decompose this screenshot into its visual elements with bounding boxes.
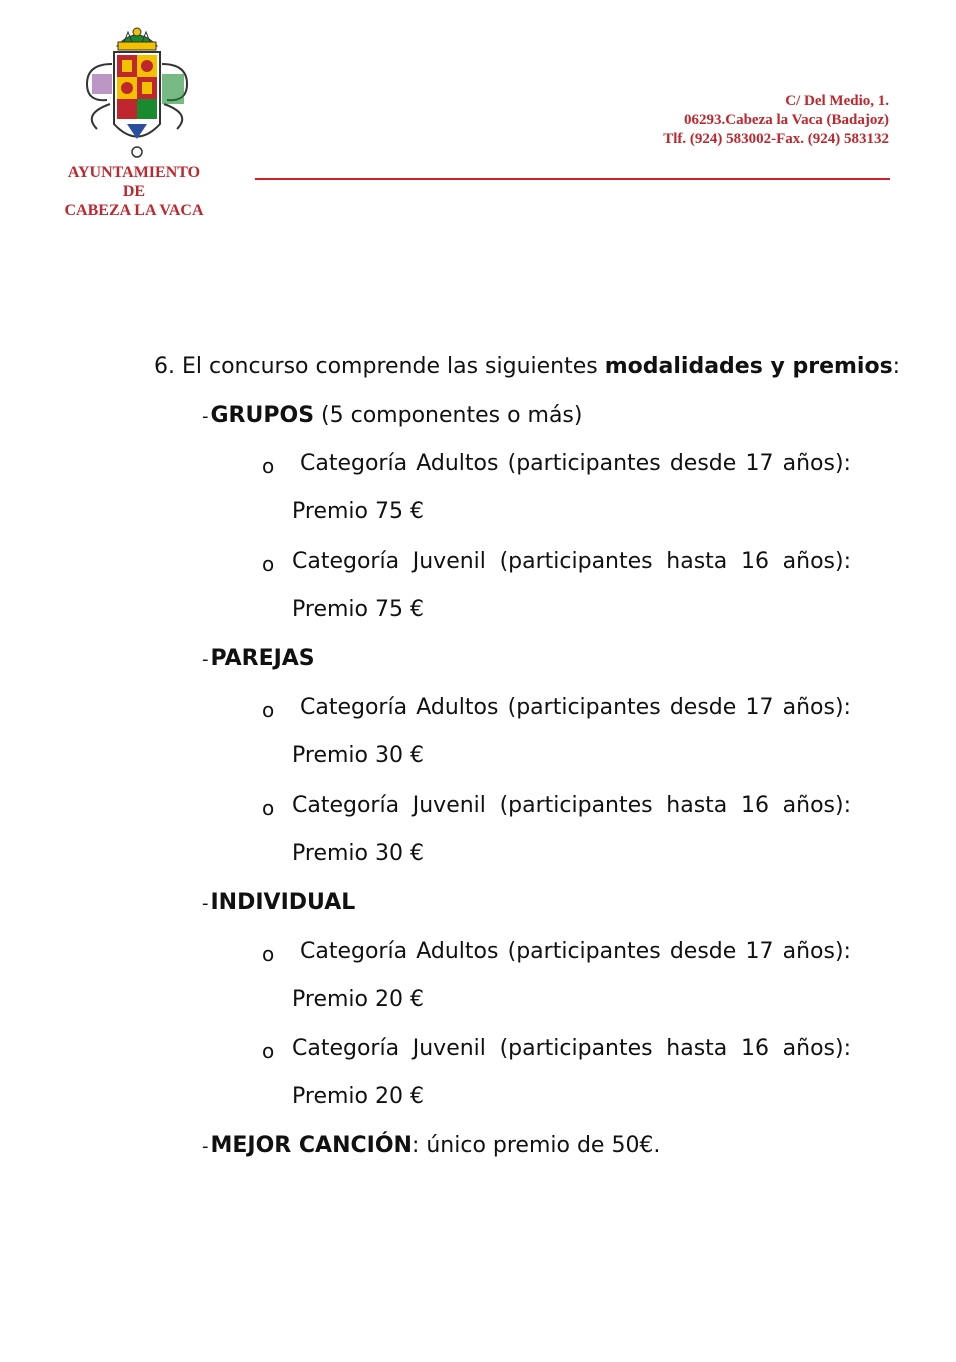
word: desde xyxy=(669,695,737,720)
dash: - xyxy=(202,893,209,914)
org-line: CABEZA LA VACA xyxy=(64,202,204,219)
individual-juvenil-line xyxy=(292,1035,851,1063)
cancion-line xyxy=(202,1132,660,1161)
word: 17 xyxy=(745,695,774,720)
cancion-title: MEJOR CANCIÓN xyxy=(210,1133,412,1158)
word: años): xyxy=(782,1036,851,1061)
cancion-text: : único premio de 50€. xyxy=(411,1133,661,1158)
word: 16 xyxy=(740,549,769,574)
parejas-heading xyxy=(202,645,315,674)
word: hasta xyxy=(666,549,728,574)
word: desde xyxy=(669,939,737,964)
word: años): xyxy=(782,939,851,964)
bullet: o xyxy=(262,1039,275,1063)
word: (participantes xyxy=(507,939,661,964)
parejas-adultos-prize: Premio 30 € xyxy=(292,743,424,768)
word: Juvenil xyxy=(412,1036,486,1061)
individual-heading xyxy=(202,889,355,918)
individual-title: INDIVIDUAL xyxy=(210,890,356,915)
word: (participantes xyxy=(499,1036,653,1061)
parejas-title: PAREJAS xyxy=(210,646,315,671)
word: años): xyxy=(782,695,851,720)
org-line: DE xyxy=(122,183,146,200)
individual-adultos-prize: Premio 20 € xyxy=(292,987,424,1012)
grupos-juvenil-prize: Premio 75 € xyxy=(292,597,424,622)
word: años): xyxy=(782,451,851,476)
bullet: o xyxy=(262,698,275,722)
address-line: Tlf. (924) 583002-Fax. (924) 583132 xyxy=(663,131,889,147)
word: años): xyxy=(782,549,851,574)
grupos-heading xyxy=(202,402,582,431)
dash: - xyxy=(202,406,209,427)
word: años): xyxy=(782,793,851,818)
word: (participantes xyxy=(499,549,653,574)
word: 16 xyxy=(740,793,769,818)
word: Categoría xyxy=(292,793,400,818)
word: 16 xyxy=(740,1036,769,1061)
word: hasta xyxy=(666,793,728,818)
word: (participantes xyxy=(507,451,661,476)
intro-text: El concurso comprende las siguientes xyxy=(182,354,605,379)
word: (participantes xyxy=(507,695,661,720)
grupos-note: (5 componentes o más) xyxy=(314,403,583,428)
grupos-adultos-line xyxy=(300,450,851,478)
dash: - xyxy=(202,649,209,670)
address-line: 06293.Cabeza la Vaca (Badajoz) xyxy=(684,112,889,128)
grupos-title: GRUPOS xyxy=(210,403,315,428)
word: Categoría xyxy=(300,695,408,720)
word: desde xyxy=(669,451,737,476)
word: Adultos xyxy=(416,939,499,964)
word: Juvenil xyxy=(412,793,486,818)
dash: - xyxy=(202,1136,209,1157)
org-line: AYUNTAMIENTO xyxy=(67,164,201,181)
individual-adultos-line xyxy=(300,938,851,966)
bullet: o xyxy=(262,454,275,478)
grupos-adultos-prize: Premio 75 € xyxy=(292,499,424,524)
intro-bold: modalidades y premios xyxy=(604,354,893,379)
grupos-juvenil-line xyxy=(292,548,851,576)
individual-juvenil-prize: Premio 20 € xyxy=(292,1084,424,1109)
word: Categoría xyxy=(292,1036,400,1061)
word: Juvenil xyxy=(412,549,486,574)
parejas-juvenil-line xyxy=(292,792,851,820)
address-line: C/ Del Medio, 1. xyxy=(785,93,889,109)
bullet: o xyxy=(262,552,275,576)
parejas-juvenil-prize: Premio 30 € xyxy=(292,841,424,866)
word: (participantes xyxy=(499,793,653,818)
word: 17 xyxy=(745,939,774,964)
bullet: o xyxy=(262,796,275,820)
word: hasta xyxy=(666,1036,728,1061)
parejas-adultos-line xyxy=(300,694,851,722)
item-number: 6. xyxy=(154,354,175,379)
intro-line xyxy=(154,353,900,381)
word: Adultos xyxy=(416,695,499,720)
word: Categoría xyxy=(292,549,400,574)
bullet: o xyxy=(262,942,275,966)
word: 17 xyxy=(745,451,774,476)
word: Categoría xyxy=(300,939,408,964)
word: Adultos xyxy=(416,451,499,476)
word: Categoría xyxy=(300,451,408,476)
intro-colon: : xyxy=(892,354,901,379)
